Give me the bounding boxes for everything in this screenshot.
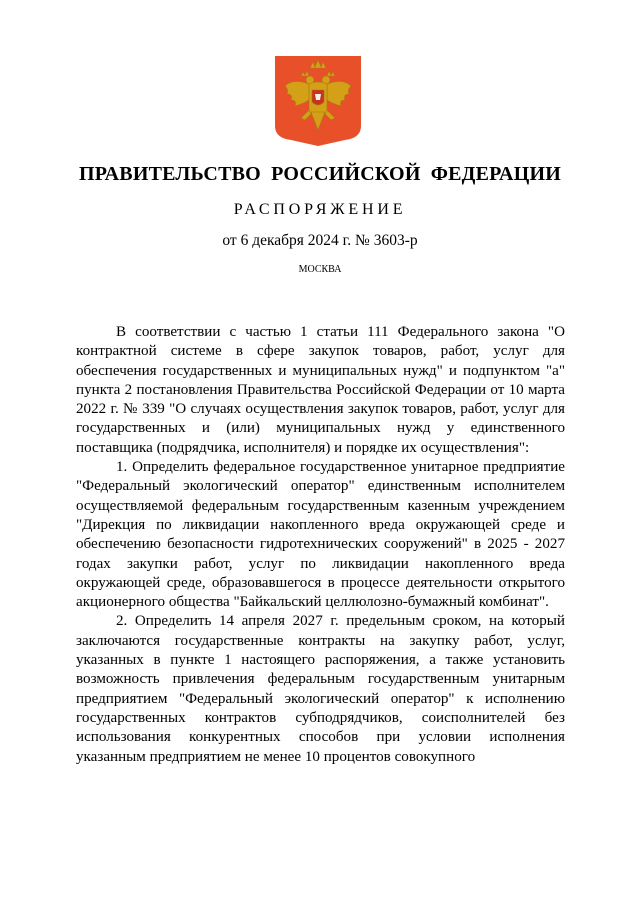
paragraph-item-2: 2. Определить 14 апреля 2027 г. предельным сроком, на который заключаются государственные контракты на закупку работ, услуг, указанных в пункте 1 настоящего распоряжения, а также установить возможность привлечения федеральным государственным унитарным предприятием "Федеральный экологический оператор" к исполнению государственных контрактов субподрядчиков, соисполнителей без использования конкурентных способов при условии исполнения указанным предприятием не менее 10 процентов совокупного: [76, 613, 565, 765]
government-title: ПРАВИТЕЛЬСТВО РОССИЙСКОЙ ФЕДЕРАЦИИ: [79, 163, 561, 185]
coat-of-arms-icon: [275, 56, 361, 146]
paragraph-preamble: В соответствии с частью 1 статьи 111 Федерального закона "О контрактной системе в сфере закупок товаров, работ, услуг для обеспечения государственных и муниципальных нужд" и подпунктом "а" пункта 2 постановления Правительства Российской Федерации от 10 марта 2022 г. № 339 "О случаях осуществления закупок товаров, работ, услуг для государственных и (или) муниципальных нужд у единственного поставщика (подрядчика, исполнителя) и порядке их осуществления":: [76, 324, 565, 456]
paragraph-item-1: 1. Определить федеральное государственное унитарное предприятие "Федеральный экологический оператор" единственным исполнителем осуществляемой федеральным государственным казенным учреждением "Дирекция по ликвидации накопленного вреда окружающей среде и обеспечению безопасности гидротехнических сооружений" в 2025 - 2027 годах закупки работ, услуг по ликвидации накопленного вреда окружающей среде, образовавшегося в процессе деятельности открытого акционерного общества "Байкальский целлюлозно-бумажный комбинат".: [76, 459, 565, 611]
document-type: РАСПОРЯЖЕНИЕ: [233, 201, 407, 218]
document-date-number: от 6 декабря 2024 г. № 3603-р: [222, 232, 418, 249]
document-city: МОСКВА: [298, 264, 342, 275]
document-body: [76, 323, 565, 767]
